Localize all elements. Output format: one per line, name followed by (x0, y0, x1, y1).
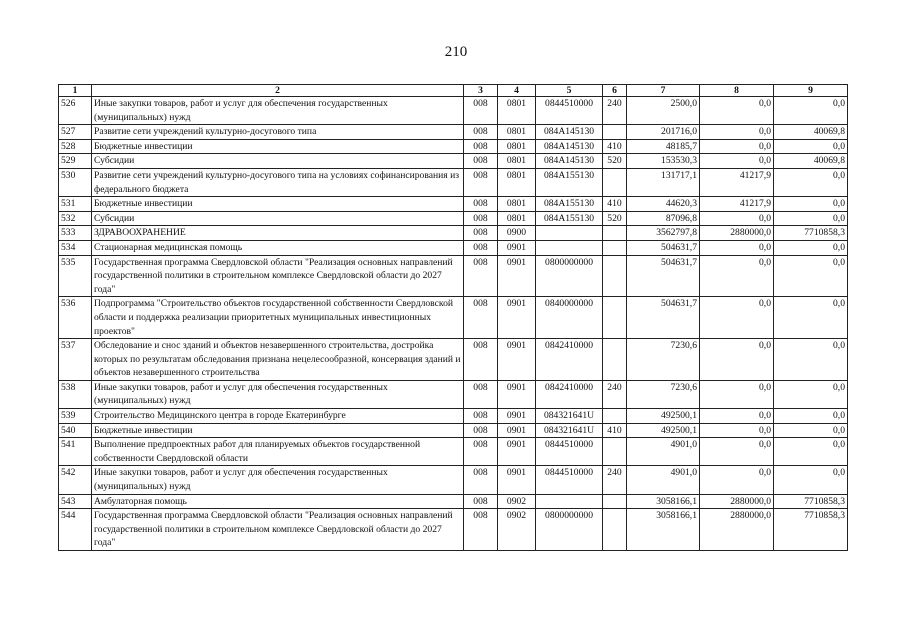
section-code: 0801 (498, 168, 536, 196)
row-description: Государственная программа Свердловской области "Реализация основных направлений государственной политики в строительном комплексе Свердловской области до 2027 года" (92, 255, 464, 297)
admin-code: 008 (464, 125, 498, 140)
column-header: 2 (92, 85, 464, 97)
target-article: 084321641U (536, 423, 603, 438)
row-number: 533 (59, 226, 92, 241)
target-article: 0844510000 (536, 438, 603, 466)
row-description: Субсидии (92, 211, 464, 226)
column-header: 7 (627, 85, 700, 97)
amount-col9: 0,0 (774, 423, 848, 438)
table-row (59, 509, 848, 551)
row-number: 532 (59, 211, 92, 226)
admin-code: 008 (464, 380, 498, 408)
row-description: Иные закупки товаров, работ и услуг для обеспечения государственных (муниципальных) нужд (92, 466, 464, 494)
amount-col8: 2880000,0 (700, 226, 774, 241)
section-code: 0801 (498, 97, 536, 125)
expense-type (603, 494, 627, 509)
row-number: 526 (59, 97, 92, 125)
table-body (59, 97, 848, 551)
target-article: 0844510000 (536, 466, 603, 494)
row-description: Амбулаторная помощь (92, 494, 464, 509)
row-number: 539 (59, 409, 92, 424)
amount-col9: 0,0 (774, 297, 848, 339)
amount-col9: 0,0 (774, 97, 848, 125)
amount-col9: 0,0 (774, 211, 848, 226)
table-row (59, 139, 848, 154)
row-number: 534 (59, 240, 92, 255)
table-row (59, 423, 848, 438)
row-number: 536 (59, 297, 92, 339)
target-article: 0842410000 (536, 339, 603, 381)
amount-col8: 0,0 (700, 97, 774, 125)
row-description: Выполнение предпроектных работ для планируемых объектов государственной собственности Свердловской области (92, 438, 464, 466)
row-description: Подпрограмма "Строительство объектов государственной собственности Свердловской области и поддержка реализации приоритетных муниципальных инвестиционных проектов" (92, 297, 464, 339)
amount-col9: 0,0 (774, 380, 848, 408)
target-article: 084А155130 (536, 211, 603, 226)
column-header: 5 (536, 85, 603, 97)
admin-code: 008 (464, 211, 498, 226)
section-code: 0801 (498, 197, 536, 212)
admin-code: 008 (464, 466, 498, 494)
amount-col7: 7230,6 (627, 380, 700, 408)
amount-col7: 504631,7 (627, 255, 700, 297)
amount-col8: 0,0 (700, 255, 774, 297)
amount-col8: 0,0 (700, 339, 774, 381)
amount-col8: 0,0 (700, 438, 774, 466)
amount-col9: 0,0 (774, 466, 848, 494)
section-code: 0901 (498, 466, 536, 494)
section-code: 0902 (498, 494, 536, 509)
target-article: 084А145130 (536, 125, 603, 140)
amount-col8: 41217,9 (700, 197, 774, 212)
table-row (59, 466, 848, 494)
expense-type (603, 226, 627, 241)
row-description: Стационарная медицинская помощь (92, 240, 464, 255)
amount-col8: 0,0 (700, 466, 774, 494)
amount-col7: 87096,8 (627, 211, 700, 226)
row-number: 543 (59, 494, 92, 509)
amount-col7: 492500,1 (627, 409, 700, 424)
column-header: 4 (498, 85, 536, 97)
column-header: 6 (603, 85, 627, 97)
admin-code: 008 (464, 297, 498, 339)
admin-code: 008 (464, 97, 498, 125)
amount-col7: 131717,1 (627, 168, 700, 196)
table-row (59, 197, 848, 212)
target-article: 0840000000 (536, 297, 603, 339)
amount-col8: 41217,9 (700, 168, 774, 196)
admin-code: 008 (464, 339, 498, 381)
row-description: Государственная программа Свердловской области "Реализация основных направлений государственной политики в строительном комплексе Свердловской области до 2027 года" (92, 509, 464, 551)
row-description: Развитие сети учреждений культурно-досугового типа (92, 125, 464, 140)
amount-col9: 7710858,3 (774, 226, 848, 241)
expense-type (603, 125, 627, 140)
column-header: 3 (464, 85, 498, 97)
row-description: Субсидии (92, 154, 464, 169)
row-description: Обследование и снос зданий и объектов незавершенного строительства, достройка которых по результатам обследования признана нецелесообразной, консервация зданий и объектов незавершенного строительства (92, 339, 464, 381)
amount-col9: 40069,8 (774, 154, 848, 169)
expense-type (603, 297, 627, 339)
table-row (59, 125, 848, 140)
column-header: 8 (700, 85, 774, 97)
admin-code: 008 (464, 423, 498, 438)
target-article: 084А145130 (536, 139, 603, 154)
table-row (59, 211, 848, 226)
amount-col8: 2880000,0 (700, 494, 774, 509)
section-code: 0801 (498, 139, 536, 154)
row-description: Строительство Медицинского центра в городе Екатеринбурге (92, 409, 464, 424)
amount-col9: 0,0 (774, 197, 848, 212)
expense-type (603, 339, 627, 381)
admin-code: 008 (464, 226, 498, 241)
table-row (59, 255, 848, 297)
section-code: 0901 (498, 409, 536, 424)
amount-col9: 0,0 (774, 255, 848, 297)
row-description: Развитие сети учреждений культурно-досугового типа на условиях софинансирования из федерального бюджета (92, 168, 464, 196)
expense-type (603, 168, 627, 196)
admin-code: 008 (464, 240, 498, 255)
section-code: 0901 (498, 438, 536, 466)
target-article (536, 494, 603, 509)
expense-type: 240 (603, 466, 627, 494)
column-header: 9 (774, 85, 848, 97)
amount-col7: 504631,7 (627, 240, 700, 255)
admin-code: 008 (464, 494, 498, 509)
target-article: 0800000000 (536, 509, 603, 551)
row-description: ЗДРАВООХРАНЕНИЕ (92, 226, 464, 241)
row-number: 540 (59, 423, 92, 438)
expense-type: 240 (603, 380, 627, 408)
amount-col7: 504631,7 (627, 297, 700, 339)
target-article: 0800000000 (536, 255, 603, 297)
amount-col7: 2500,0 (627, 97, 700, 125)
table-row (59, 438, 848, 466)
amount-col7: 4901,0 (627, 466, 700, 494)
admin-code: 008 (464, 139, 498, 154)
amount-col8: 0,0 (700, 297, 774, 339)
amount-col8: 0,0 (700, 423, 774, 438)
expense-type: 410 (603, 423, 627, 438)
section-code: 0900 (498, 226, 536, 241)
table-row (59, 494, 848, 509)
expense-type: 520 (603, 154, 627, 169)
target-article (536, 240, 603, 255)
amount-col9: 0,0 (774, 240, 848, 255)
admin-code: 008 (464, 255, 498, 297)
row-number: 527 (59, 125, 92, 140)
row-number: 542 (59, 466, 92, 494)
table-row (59, 226, 848, 241)
row-number: 528 (59, 139, 92, 154)
amount-col9: 0,0 (774, 168, 848, 196)
amount-col8: 0,0 (700, 211, 774, 226)
target-article (536, 226, 603, 241)
budget-table (58, 84, 848, 551)
row-description: Иные закупки товаров, работ и услуг для обеспечения государственных (муниципальных) нужд (92, 97, 464, 125)
expense-type (603, 509, 627, 551)
expense-type: 520 (603, 211, 627, 226)
amount-col7: 3058166,1 (627, 494, 700, 509)
amount-col9: 0,0 (774, 139, 848, 154)
target-article: 084321641U (536, 409, 603, 424)
table-row (59, 409, 848, 424)
section-code: 0901 (498, 255, 536, 297)
row-number: 530 (59, 168, 92, 196)
table-row (59, 380, 848, 408)
amount-col7: 153530,3 (627, 154, 700, 169)
target-article: 084А145130 (536, 154, 603, 169)
admin-code: 008 (464, 509, 498, 551)
target-article: 0842410000 (536, 380, 603, 408)
section-code: 0901 (498, 240, 536, 255)
row-description: Бюджетные инвестиции (92, 197, 464, 212)
expense-type (603, 240, 627, 255)
amount-col8: 0,0 (700, 125, 774, 140)
amount-col8: 0,0 (700, 409, 774, 424)
expense-type (603, 438, 627, 466)
table-row (59, 97, 848, 125)
row-description: Бюджетные инвестиции (92, 423, 464, 438)
amount-col9: 0,0 (774, 438, 848, 466)
section-code: 0801 (498, 211, 536, 226)
row-number: 538 (59, 380, 92, 408)
amount-col7: 3562797,8 (627, 226, 700, 241)
amount-col9: 7710858,3 (774, 509, 848, 551)
section-code: 0901 (498, 380, 536, 408)
table-header-row (59, 85, 848, 97)
expense-type: 240 (603, 97, 627, 125)
amount-col7: 44620,3 (627, 197, 700, 212)
row-number: 541 (59, 438, 92, 466)
row-number: 531 (59, 197, 92, 212)
admin-code: 008 (464, 197, 498, 212)
section-code: 0902 (498, 509, 536, 551)
row-number: 535 (59, 255, 92, 297)
admin-code: 008 (464, 168, 498, 196)
amount-col7: 492500,1 (627, 423, 700, 438)
admin-code: 008 (464, 409, 498, 424)
expense-type (603, 255, 627, 297)
table-row (59, 240, 848, 255)
table-row (59, 297, 848, 339)
table-row (59, 339, 848, 381)
section-code: 0801 (498, 154, 536, 169)
target-article: 084А155130 (536, 197, 603, 212)
row-number: 537 (59, 339, 92, 381)
amount-col9: 0,0 (774, 339, 848, 381)
target-article: 0844510000 (536, 97, 603, 125)
amount-col8: 0,0 (700, 240, 774, 255)
row-description: Иные закупки товаров, работ и услуг для обеспечения государственных (муниципальных) нужд (92, 380, 464, 408)
section-code: 0901 (498, 423, 536, 438)
amount-col9: 40069,8 (774, 125, 848, 140)
expense-type: 410 (603, 139, 627, 154)
amount-col9: 0,0 (774, 409, 848, 424)
table-row (59, 154, 848, 169)
expense-type (603, 409, 627, 424)
amount-col8: 0,0 (700, 154, 774, 169)
amount-col7: 48185,7 (627, 139, 700, 154)
table-row (59, 168, 848, 196)
amount-col8: 0,0 (700, 139, 774, 154)
amount-col7: 3058166,1 (627, 509, 700, 551)
section-code: 0901 (498, 339, 536, 381)
amount-col8: 0,0 (700, 380, 774, 408)
amount-col7: 201716,0 (627, 125, 700, 140)
page-number: 210 (444, 44, 468, 60)
expense-type: 410 (603, 197, 627, 212)
amount-col8: 2880000,0 (700, 509, 774, 551)
admin-code: 008 (464, 154, 498, 169)
column-header: 1 (59, 85, 92, 97)
section-code: 0801 (498, 125, 536, 140)
row-number: 529 (59, 154, 92, 169)
section-code: 0901 (498, 297, 536, 339)
row-number: 544 (59, 509, 92, 551)
amount-col7: 7230,6 (627, 339, 700, 381)
amount-col7: 4901,0 (627, 438, 700, 466)
target-article: 084А155130 (536, 168, 603, 196)
admin-code: 008 (464, 438, 498, 466)
row-description: Бюджетные инвестиции (92, 139, 464, 154)
amount-col9: 7710858,3 (774, 494, 848, 509)
